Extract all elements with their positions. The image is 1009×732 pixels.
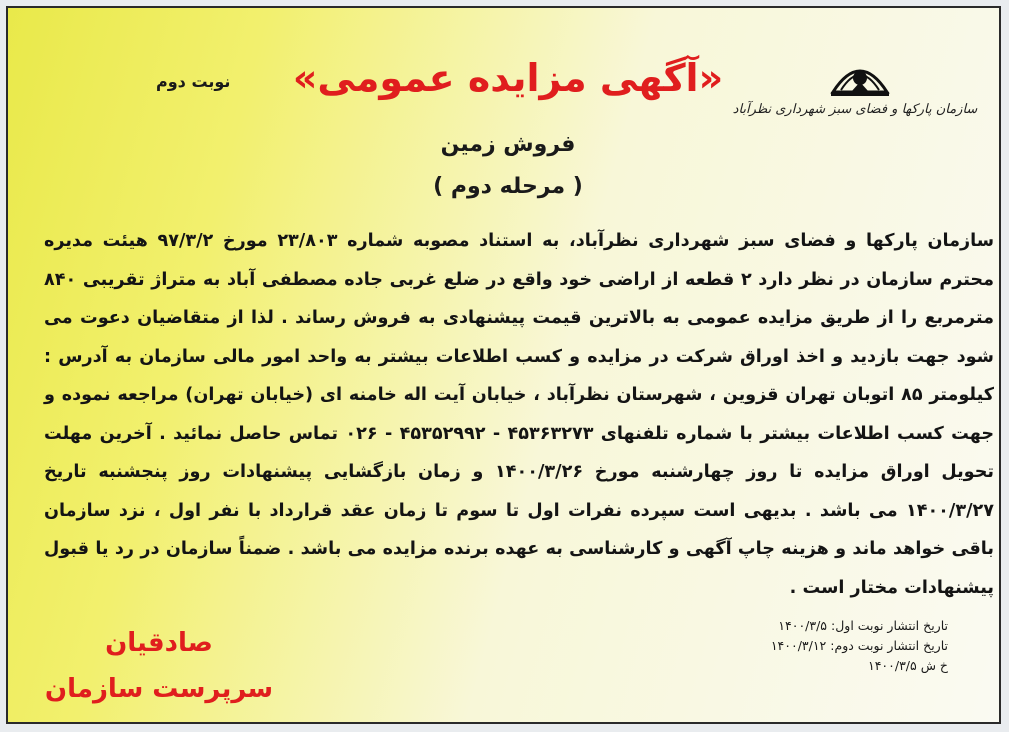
reference-code: خ ش ۱۴۰۰/۳/۵: [868, 658, 948, 673]
auction-notice: [6, 6, 1001, 724]
signatory-name: صادقیان: [105, 628, 213, 658]
page-subtitle: فروش زمین: [440, 132, 576, 157]
signatory-title: سرپرست سازمان: [44, 674, 274, 704]
stage-label: ( مرحله دوم ): [433, 174, 583, 199]
notice-round-label: نوبت دوم: [156, 72, 231, 91]
organization-caption: سازمان پارکها و فضای سبز شهرداری نظرآباد: [732, 102, 978, 117]
seal-emblem-icon: [829, 52, 891, 98]
page-title: «آگهی مزایده عمومی»: [292, 56, 724, 100]
second-publication-date: تاریخ انتشار نوبت دوم: ۱۴۰۰/۳/۱۲: [770, 638, 948, 653]
notice-body-text: سازمان پارکها و فضای سبز شهرداری نظرآباد، به استناد مصوبه شماره ۲۳/۸۰۳ مورخ ۹۷/۳/۲ هیئت مدیره محترم سازمان در نظر دارد ۲ قطعه از اراضی خود واقع در ضلع غربی جاده مصطفی آباد به متراژ تقریبی ۸۴۰ مترمربع را از طریق مزایده عمومی به بالاترین قیمت پیشنهادی به فروش رساند . لذا از متقاضیان دعوت می شود جهت بازدید و اخذ اوراق شرکت در مزایده و کسب اطلاعات بیشتر به واحد امور مالی سازمان به آدرس : کیلومتر ۸۵ اتوبان تهران قزوین ، شهرستان نظرآباد ، خیابان آیت اله خامنه ای (خیابان تهران) مراجعه نموده و جهت کسب اطلاعات بیشتر با شماره تلفنهای ۴۵۳۶۳۲۷۳ - ۴۵۳۵۲۹۹۲ - ۰۲۶ تماس حاصل نمائید . آخرین مهلت تحویل اوراق مزایده تا روز چهارشنبه مورخ ۱۴۰۰/۳/۲۶ و زمان بازگشایی پیشنهادات روز پنجشنبه تاریخ ۱۴۰۰/۳/۲۷ می باشد . بدیهی است سپرده نفرات اول تا سوم تا زمان عقد قرارداد با نفر اول ، نزد سازمان باقی خواهد ماند و هزینه چاپ آگهی و کارشناسی به عهده برنده مزایده می باشد . ضمناً سازمان در رد یا قبول پیشنهادات مختار است .: [44, 231, 995, 598]
first-publication-date: تاریخ انتشار نوبت اول: ۱۴۰۰/۳/۵: [778, 618, 948, 633]
publication-dates: [618, 616, 948, 676]
